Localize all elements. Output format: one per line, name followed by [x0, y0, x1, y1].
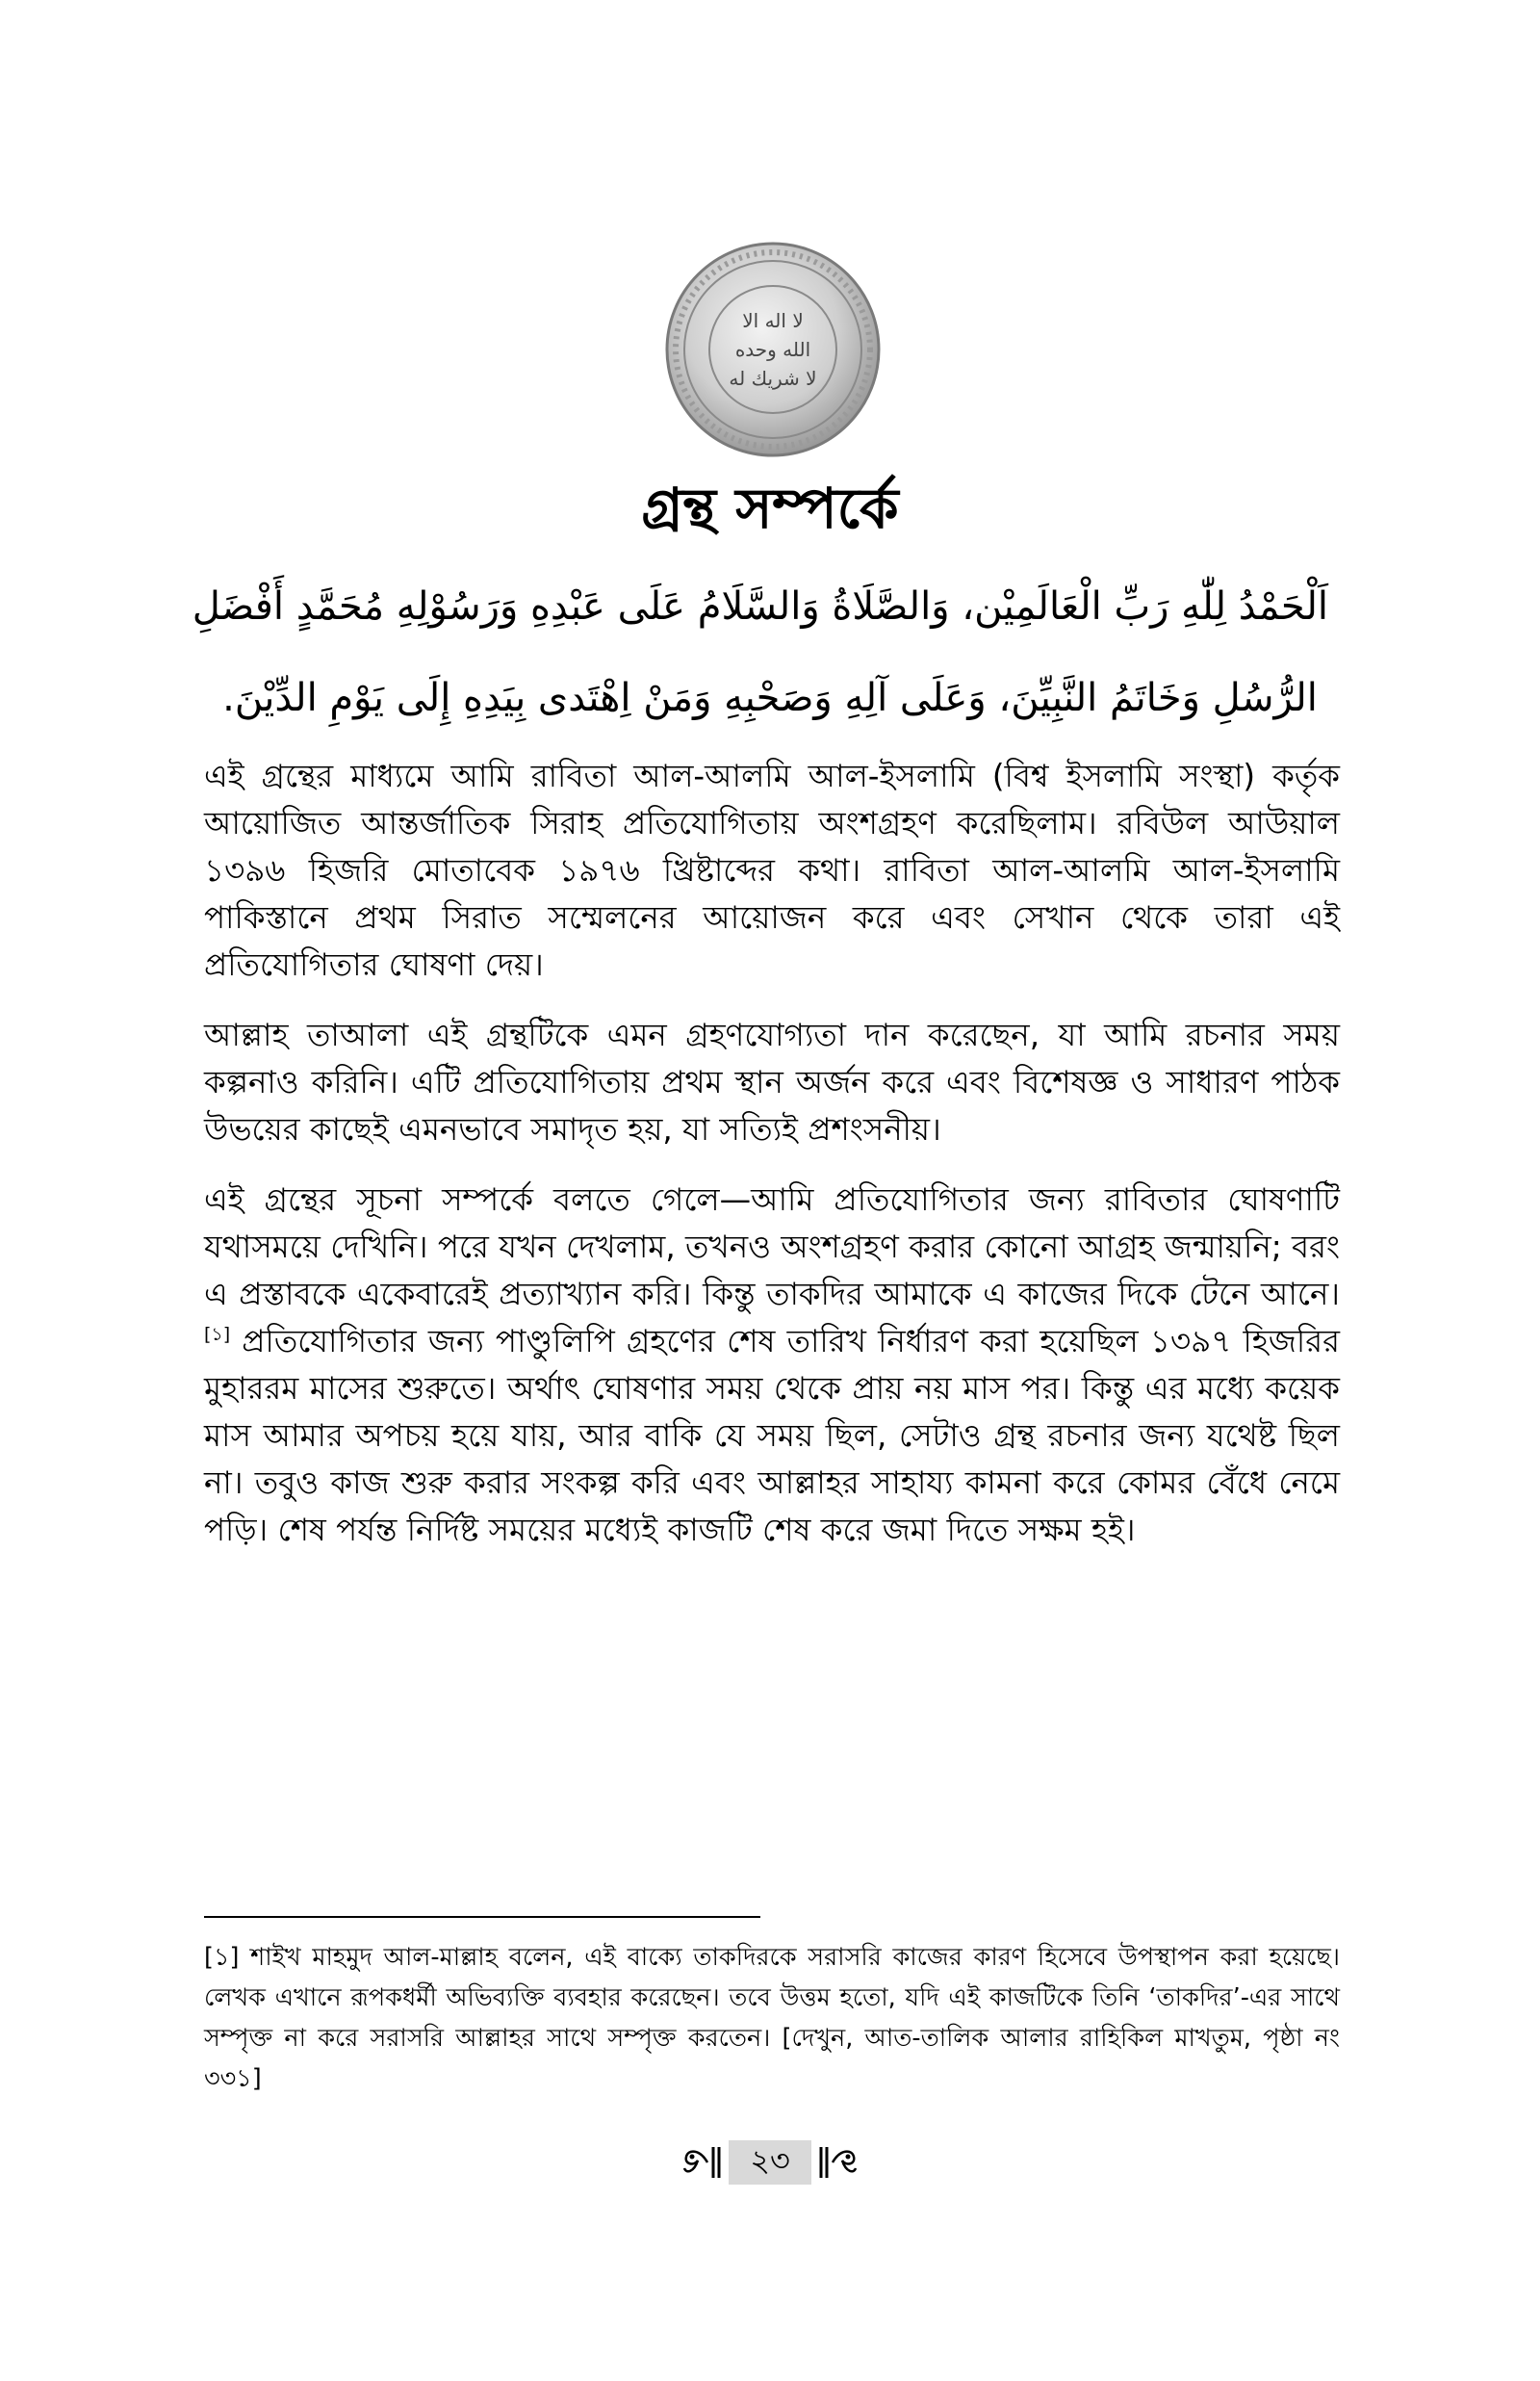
paragraph: এই গ্রন্থের মাধ্যমে আমি রাবিতা আল-আলমি আল-ইসলামি (বিশ্ব ইসলামি সংস্থা) কর্তৃক আয়োজিত আন্তর্জাতিক সিরাহ প্রতিযোগিতায় অংশগ্রহণ করেছিলাম। রবিউল আউয়াল ১৩৯৬ হিজরি মোতাবেক ১৯৭৬ খ্রিষ্টাব্দের কথা। রাবিতা আল-আলমি আল-ইসলামি পাকিস্তানে প্রথম সিরাত সম্মেলনের আয়োজন করে এবং সেখান থেকে তারা এই প্রতিযোগিতার ঘোষণা দেয়। — [204, 758, 1340, 983]
footnote: [১] শাইখ মাহমুদ আল-মাল্লাহ বলেন, এই বাক্যে তাকদিরকে সরাসরি কাজের কারণ হিসেবে উপস্থাপন করা হয়েছে। লেখক এখানে রূপকধর্মী অভিব্যক্তি ব্যবহার করেছেন। তবে উত্তম হতো, যদি এই কাজটিকে তিনি ‘তাকদির’-এর সাথে সম্পৃক্ত না করে সরাসরি আল্লাহর সাথে সম্পৃক্ত করতেন। [দেখুন, আত-তালিক আলার রাহিকিল মাখতুম, পৃষ্ঠা নং ৩৩১] — [204, 1943, 1340, 2093]
coin-inscription-line-2: الله وحده — [734, 338, 811, 361]
paragraph-text: এই গ্রন্থের সূচনা সম্পর্কে বলতে গেলে—আমি প্রতিযোগিতার জন্য রাবিতার ঘোষণাটি যথাসময়ে দেখিনি। পরে যখন দেখলাম, তখনও অংশগ্রহণ করার কোনো আগ্রহ জন্মায়নি; বরং এ প্রস্তাবকে একেবারেই প্রত্যাখ্যান করি। কিন্তু তাকদির আমাকে এ কাজের দিকে টেনে আনে। — [204, 1181, 1340, 1312]
arabic-invocation-line-1: اَلْحَمْدُ لِلّٰهِ رَبِّ الْعَالَمِيْن، وَالصَّلَاةُ وَالسَّلَامُ عَلَى عَبْدِهِ وَرَسُوْلِهِ مُحَمَّدٍ أَفْضَلِ — [192, 584, 1328, 629]
body-text — [204, 753, 1340, 1577]
right-ornament-icon — [817, 2143, 860, 2182]
dinar-coin-icon — [664, 241, 882, 458]
page-number: ২৩ — [729, 2140, 811, 2185]
paragraph — [204, 1177, 1340, 1554]
page-title: গ্রন্থ সম্পর্কে — [641, 476, 899, 541]
footnote-divider — [204, 1916, 760, 1918]
paragraph-text: প্রতিযোগিতার জন্য পাণ্ডুলিপি গ্রহণের শেষ তারিখ নির্ধারণ করা হয়েছিল ১৩৯৭ হিজরির মুহাররম মাসের শুরুতে। অর্থাৎ ঘোষণার সময় থেকে প্রায় নয় মাস পর। কিন্তু এর মধ্যে কয়েক মাস আমার অপচয় হয়ে যায়, আর বাকি যে সময় ছিল, সেটাও গ্রন্থ রচনার জন্য যথেষ্ট ছিল না। তবুও কাজ শুরু করার সংকল্প করি এবং আল্লাহর সাহায্য কামনা করে কোমর বেঁধে নেমে পড়ি। শেষ পর্যন্ত নির্দিষ্ট সময়ের মধ্যেই কাজটি শেষ করে জমা দিতে সক্ষম হই। — [204, 1323, 1340, 1548]
arabic-invocation-line-2: الرُّسُلِ وَخَاتَمُ النَّبِيِّنَ، وَعَلَى آلِهِ وَصَحْبِهِ وَمَنْ اِهْتَدى بِيَدِهِ إِلَى يَوْمِ الدِّيْنَ. — [222, 676, 1318, 720]
page-number-area — [0, 2135, 1540, 2189]
footnote-reference[interactable]: [১] — [204, 1324, 231, 1346]
coin-inscription-line-3: لا شريك له — [729, 367, 817, 390]
coin-inscription-line-1: لا اله الا — [742, 309, 804, 332]
paragraph: আল্লাহ তাআলা এই গ্রন্থটিকে এমন গ্রহণযোগ্যতা দান করেছেন, যা আমি রচনার সময় কল্পনাও করিনি। এটি প্রতিযোগিতায় প্রথম স্থান অর্জন করে এবং বিশেষজ্ঞ ও সাধারণ পাঠক উভয়ের কাছেই এমনভাবে সমাদৃত হয়, যা সত্যিই প্রশংসনীয়। — [204, 1017, 1340, 1148]
left-ornament-icon — [680, 2143, 723, 2182]
